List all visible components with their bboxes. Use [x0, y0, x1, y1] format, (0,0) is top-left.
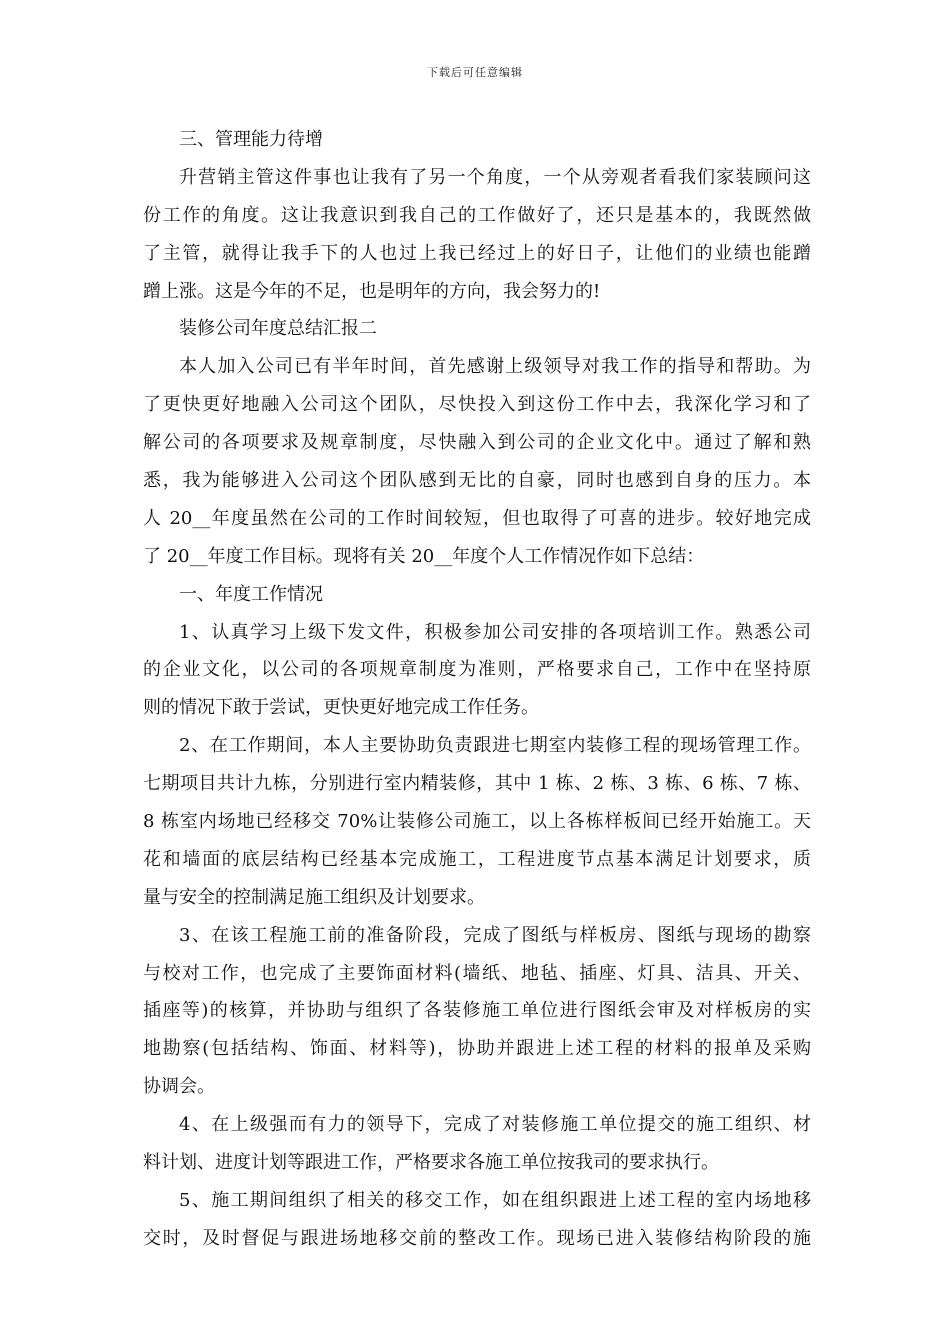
text-line: 插座等)的核算，并协助与组织了各装修施工单位进行图纸会审及对样板房的实 [143, 1000, 811, 1022]
text-line: 的企业文化，以公司的各项规章制度为准则，严格要求自己，工作中在坚持原 [143, 659, 811, 681]
text-line: 解公司的各项要求及规章制度，尽快融入到公司的企业文化中。通过了解和熟 [143, 432, 811, 454]
text-line: 悉，我为能够进入公司这个团队感到无比的自豪，同时也感到自身的压力。本 [143, 470, 811, 492]
text-line: 人 20__年度虽然在公司的工作时间较短，但也取得了可喜的进步。较好地完成 [143, 507, 811, 529]
text-line: 交时，及时督促与跟进场地移交前的整改工作。现场已进入装修结构阶段的施 [143, 1227, 811, 1249]
text-line: 与校对工作，也完成了主要饰面材料(墙纸、地毡、插座、灯具、洁具、开关、 [143, 962, 811, 984]
text-line: 地勘察(包括结构、饰面、材料等)，协助并跟进上述工程的材料的报单及采购 [143, 1038, 811, 1060]
text-line: 2、在工作期间，本人主要协助负责跟进七期室内装修工程的现场管理工作。 [179, 735, 811, 757]
text-line: 一、年度工作情况 [179, 583, 323, 605]
text-line: 本人加入公司已有半年时间，首先感谢上级领导对我工作的指导和帮助。为 [179, 356, 811, 378]
text-line: 装修公司年度总结汇报二 [179, 318, 377, 340]
text-line: 量与安全的控制满足施工组织及计划要求。 [143, 886, 485, 908]
text-line: 则的情况下敢于尝试，更快更好地完成工作任务。 [143, 697, 539, 719]
text-line: 了 20__年度工作目标。现将有关 20__年度个人工作情况作如下总结： [143, 545, 705, 567]
document-body [143, 121, 811, 1258]
text-line: 升营销主管这件事也让我有了另一个角度，一个从旁观者看我们家装顾问这 [179, 166, 811, 188]
text-line: 协调会。 [143, 1076, 215, 1098]
text-line: 了主管，就得让我手下的人也过上我已经过上的好日子，让他们的业绩也能蹭 [143, 242, 811, 264]
text-line: 花和墙面的底层结构已经基本完成施工，工程进度节点基本满足计划要求，质 [143, 848, 811, 870]
text-line: 了更快更好地融入公司这个团队，尽快投入到这份工作中去，我深化学习和了 [143, 394, 811, 416]
text-line: 4、在上级强而有力的领导下，完成了对装修施工单位提交的施工组织、材 [179, 1114, 811, 1136]
text-line: 蹭上涨。这是今年的不足，也是明年的方向，我会努力的! [143, 280, 601, 302]
text-line: 七期项目共计九栋，分别进行室内精装修，其中 1 栋、2 栋、3 栋、6 栋、7 栋、 [143, 773, 811, 795]
text-line: 5、施工期间组织了相关的移交工作，如在组织跟进上述工程的室内场地移 [179, 1189, 811, 1211]
page-header: 下载后可任意编辑 [427, 66, 523, 79]
text-line: 1、认真学习上级下发文件，积极参加公司安排的各项培训工作。熟悉公司 [179, 621, 811, 643]
text-line: 8 栋室内场地已经移交 70%让装修公司施工，以上各栋样板间已经开始施工。天 [143, 811, 811, 833]
text-line: 份工作的角度。这让我意识到我自己的工作做好了，还只是基本的，我既然做 [143, 204, 811, 226]
text-line: 3、在该工程施工前的准备阶段，完成了图纸与样板房、图纸与现场的勘察 [179, 924, 811, 946]
text-line: 料计划、进度计划等跟进工作，严格要求各施工单位按我司的要求执行。 [143, 1152, 719, 1174]
text-line: 三、管理能力待增 [179, 129, 323, 150]
